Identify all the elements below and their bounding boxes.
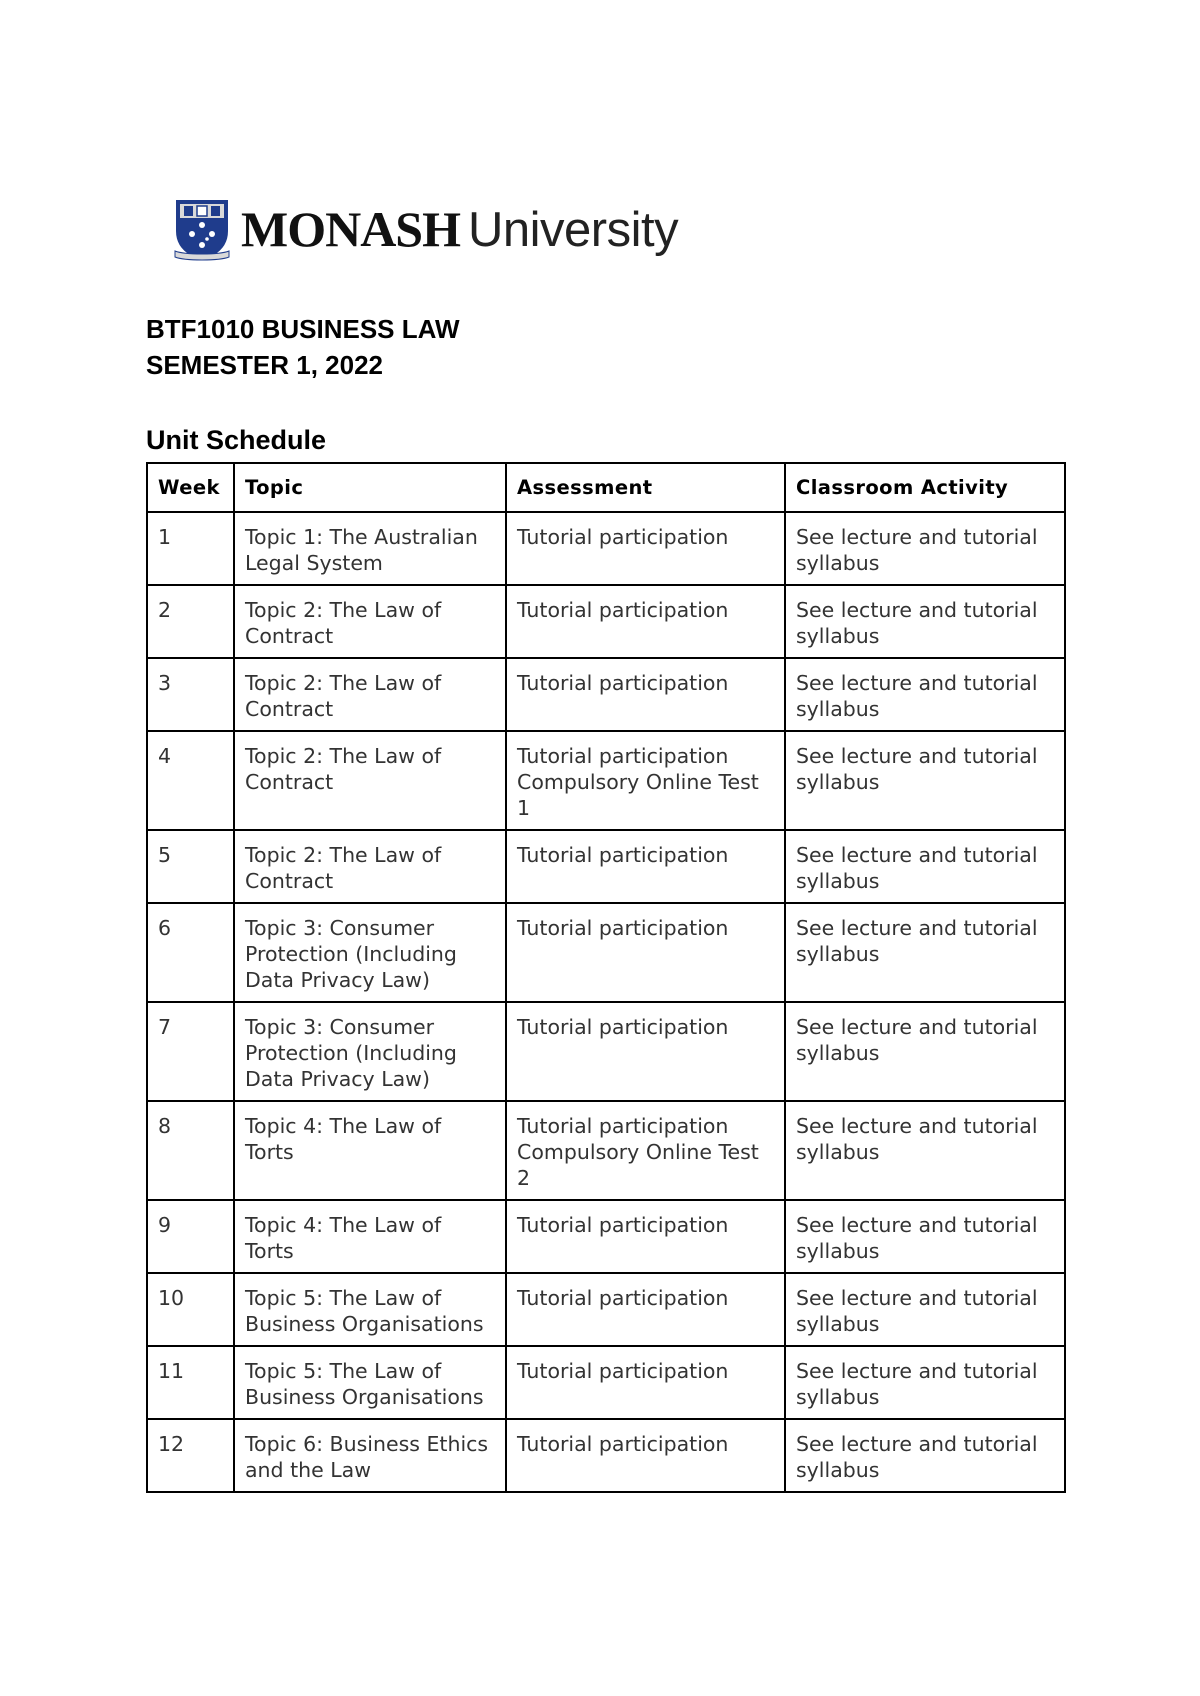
assessment-cell: Tutorial participation [506,585,785,658]
assessment-cell: Tutorial participation [506,830,785,903]
topic-cell: Topic 3: Consumer Protection (Including Data Privacy Law) [234,1002,506,1101]
topic-cell: Topic 2: The Law of Contract [234,658,506,731]
week-cell: 10 [147,1273,234,1346]
table-row [147,903,1065,1002]
unit-schedule-heading: Unit Schedule [146,425,327,455]
classroom-activity-cell: See lecture and tutorial syllabus [785,1346,1065,1419]
classroom-activity-cell: See lecture and tutorial syllabus [785,731,1065,830]
monash-crest-icon [173,197,231,261]
assessment-cell: Tutorial participation [506,658,785,731]
topic-cell: Topic 4: The Law of Torts [234,1200,506,1273]
monash-logo [173,197,678,261]
week-cell: 7 [147,1002,234,1101]
classroom-activity-cell: See lecture and tutorial syllabus [785,830,1065,903]
table-row [147,1002,1065,1101]
assessment-cell: Tutorial participation Compulsory Online Test 2 [506,1101,785,1200]
week-cell: 4 [147,731,234,830]
week-cell: 3 [147,658,234,731]
topic-cell: Topic 2: The Law of Contract [234,585,506,658]
topic-cell: Topic 5: The Law of Business Organisations [234,1346,506,1419]
topic-cell: Topic 3: Consumer Protection (Including Data Privacy Law) [234,903,506,1002]
monash-wordmark [241,200,679,257]
week-cell: 8 [147,1101,234,1200]
topic-cell: Topic 1: The Australian Legal System [234,512,506,585]
column-header-assessment: Assessment [506,463,785,512]
topic-cell: Topic 2: The Law of Contract [234,830,506,903]
topic-cell: Topic 4: The Law of Torts [234,1101,506,1200]
week-cell: 2 [147,585,234,658]
classroom-activity-cell: See lecture and tutorial syllabus [785,658,1065,731]
assessment-cell: Tutorial participation Compulsory Online Test 1 [506,731,785,830]
assessment-cell: Tutorial participation [506,1273,785,1346]
classroom-activity-cell: See lecture and tutorial syllabus [785,585,1065,658]
week-cell: 6 [147,903,234,1002]
week-cell: 9 [147,1200,234,1273]
table-row [147,1419,1065,1492]
assessment-cell: Tutorial participation [506,1002,785,1101]
classroom-activity-cell: See lecture and tutorial syllabus [785,903,1065,1002]
logo-name-bold: MONASH [241,200,460,257]
week-cell: 1 [147,512,234,585]
column-header-week: Week [147,463,234,512]
topic-cell: Topic 6: Business Ethics and the Law [234,1419,506,1492]
week-cell: 12 [147,1419,234,1492]
table-row [147,1346,1065,1419]
table-row [147,731,1065,830]
classroom-activity-cell: See lecture and tutorial syllabus [785,1419,1065,1492]
topic-cell: Topic 2: The Law of Contract [234,731,506,830]
classroom-activity-cell: See lecture and tutorial syllabus [785,1101,1065,1200]
classroom-activity-cell: See lecture and tutorial syllabus [785,1002,1065,1101]
table-row [147,585,1065,658]
column-header-classroom-activity: Classroom Activity [785,463,1065,512]
course-title: BTF1010 BUSINESS LAW [146,314,460,344]
logo-name-light: University [468,202,679,257]
assessment-cell: Tutorial participation [506,1200,785,1273]
classroom-activity-cell: See lecture and tutorial syllabus [785,1273,1065,1346]
table-row [147,830,1065,903]
assessment-cell: Tutorial participation [506,903,785,1002]
semester-line: SEMESTER 1, 2022 [146,350,383,380]
table-row [147,1273,1065,1346]
assessment-cell: Tutorial participation [506,1419,785,1492]
classroom-activity-cell: See lecture and tutorial syllabus [785,512,1065,585]
table-row [147,1200,1065,1273]
week-cell: 5 [147,830,234,903]
unit-schedule-table [146,462,1066,1493]
classroom-activity-cell: See lecture and tutorial syllabus [785,1200,1065,1273]
assessment-cell: Tutorial participation [506,512,785,585]
table-header-row [147,463,1065,512]
week-cell: 11 [147,1346,234,1419]
table-row [147,1101,1065,1200]
assessment-cell: Tutorial participation [506,1346,785,1419]
table-row [147,512,1065,585]
column-header-topic: Topic [234,463,506,512]
table-row [147,658,1065,731]
topic-cell: Topic 5: The Law of Business Organisations [234,1273,506,1346]
